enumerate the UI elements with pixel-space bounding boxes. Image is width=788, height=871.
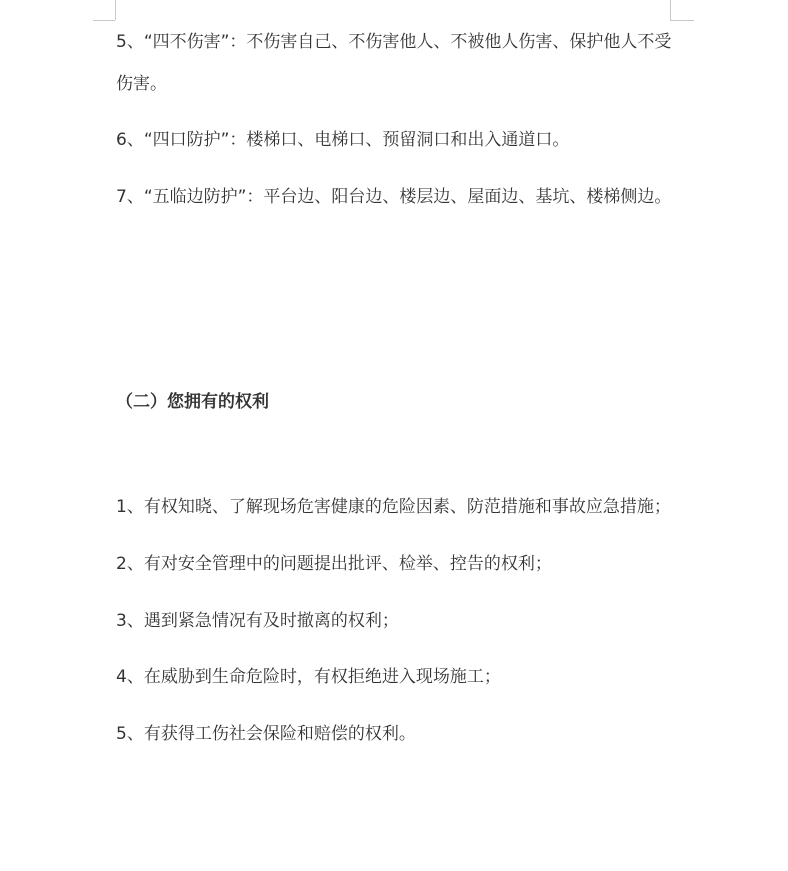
crop-mark-top-right-vertical	[670, 0, 671, 20]
rights-item-2: 2、有对安全管理中的问题提出批评、检举、控告的权利；	[116, 554, 552, 574]
paragraph-item-5-four-no-harm: 5、“四不伤害”：不伤害自己、不伤害他人、不被他人伤害、保护他人不受伤害。	[116, 32, 672, 94]
rights-item-5: 5、有获得工伤社会保险和赔偿的权利。	[116, 724, 416, 744]
paragraph-item-6-four-openings: 6、“四口防护”：楼梯口、电梯口、预留洞口和出入通道口。	[116, 130, 570, 150]
crop-mark-top-left-vertical	[115, 0, 116, 20]
crop-mark-top-left-horizontal	[93, 20, 115, 21]
rights-item-4: 4、在威胁到生命危险时，有权拒绝进入现场施工；	[116, 667, 501, 687]
paragraph-item-7-five-edges: 7、“五临边防护”：平台边、阳台边、楼层边、屋面边、基坑、楼梯侧边。	[116, 187, 672, 207]
rights-item-3: 3、遇到紧急情况有及时撤离的权利；	[116, 611, 399, 631]
section-heading-rights: （二）您拥有的权利	[116, 392, 269, 412]
rights-item-1: 1、有权知晓、了解现场危害健康的危险因素、防范措施和事故应急措施；	[116, 497, 671, 517]
